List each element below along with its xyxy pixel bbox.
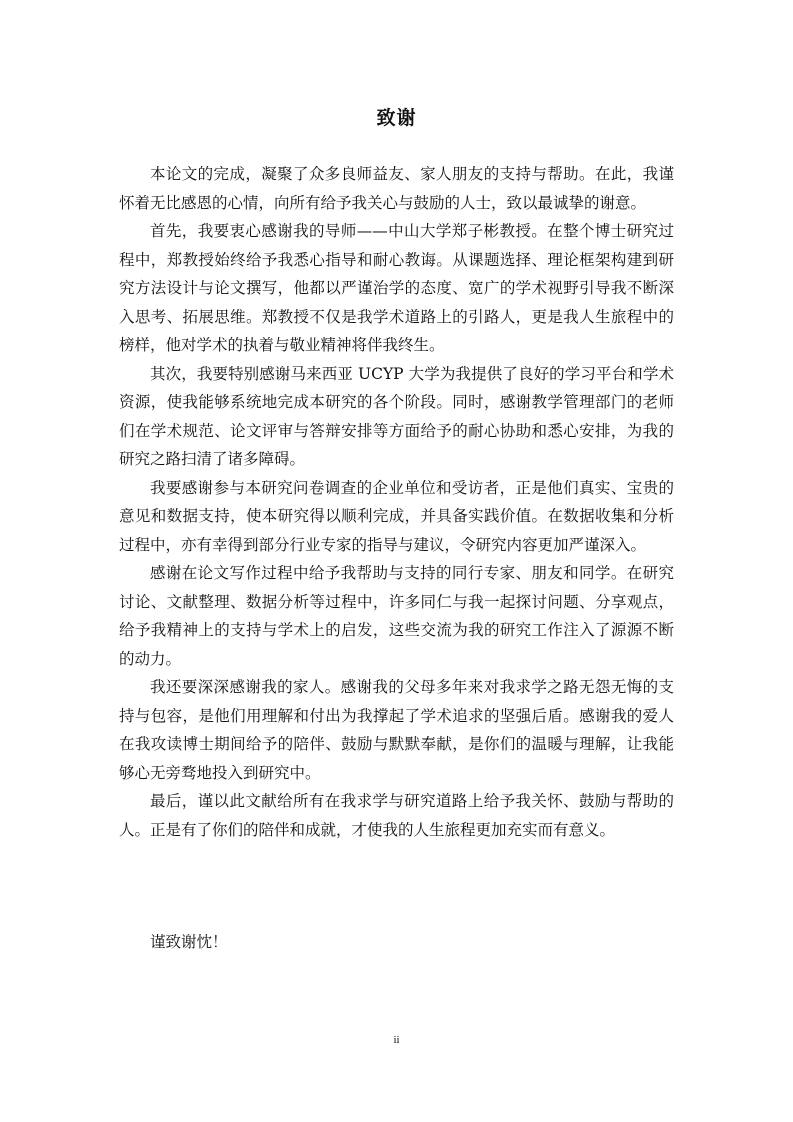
page-title: 致谢 (376, 107, 417, 129)
closing-line: 谨致谢忱！ (150, 933, 228, 951)
acknowledgement-body (119, 160, 674, 844)
paragraph-5: 感谢在论文写作过程中给予我帮助与支持的同行专家、朋友和同学。在研究讨论、文献整理、数据分析等过程中，许多同仁与我一起探讨问题、分享观点，给予我精神上的支持与学术上的启发，这些交流为我的研究工作注入了源源不断的动力。 (119, 564, 674, 668)
paragraph-4: 我要感谢参与本研究问卷调查的企业单位和受访者，正是他们真实、宝贵的意见和数据支持，使本研究得以顺利完成，并具备实践价值。在数据收集和分析过程中，亦有幸得到部分行业专家的指导与建议，令研究内容更加严谨深入。 (119, 478, 674, 554)
paragraph-2: 首先，我要衷心感谢我的导师——中山大学郑子彬教授。在整个博士研究过程中，郑教授始终给予我悉心指导和耐心教诲。从课题选择、理论框架构建到研究方法设计与论文撰写，他都以严谨治学的态度、宽广的学术视野引导我不断深入思考、拓展思维。郑教授不仅是我学术道路上的引路人，更是我人生旅程中的榜样，他对学术的执着与敬业精神将伴我终生。 (119, 222, 674, 354)
paragraph-7: 最后，谨以此文献给所有在我求学与研究道路上给予我关怀、鼓励与帮助的人。正是有了你们的陪伴和成就，才使我的人生旅程更加充实而有意义。 (119, 792, 674, 839)
paragraph-1: 本论文的完成，凝聚了众多良师益友、家人朋友的支持与帮助。在此，我谨怀着无比感恩的心情，向所有给予我关心与鼓励的人士，致以最诚挚的谢意。 (119, 165, 674, 212)
page-number: ii (393, 1034, 400, 1046)
paragraph-6: 我还要深深感谢我的家人。感谢我的父母多年来对我求学之路无怨无悔的支持与包容，是他们用理解和付出为我撑起了学术追求的坚强后盾。感谢我的爱人在我攻读博士期间给予的陪伴、鼓励与默默奉献，是你们的温暖与理解，让我能够心无旁骛地投入到研究中。 (119, 678, 674, 782)
paragraph-3: 其次，我要特别感谢马来西亚 UCYP 大学为我提供了良好的学习平台和学术资源，使我能够系统地完成本研究的各个阶段。同时，感谢教学管理部门的老师们在学术规范、论文评审与答辩安排等方面给予的耐心协助和悉心安排，为我的研究之路扫清了诸多障碍。 (119, 364, 674, 468)
